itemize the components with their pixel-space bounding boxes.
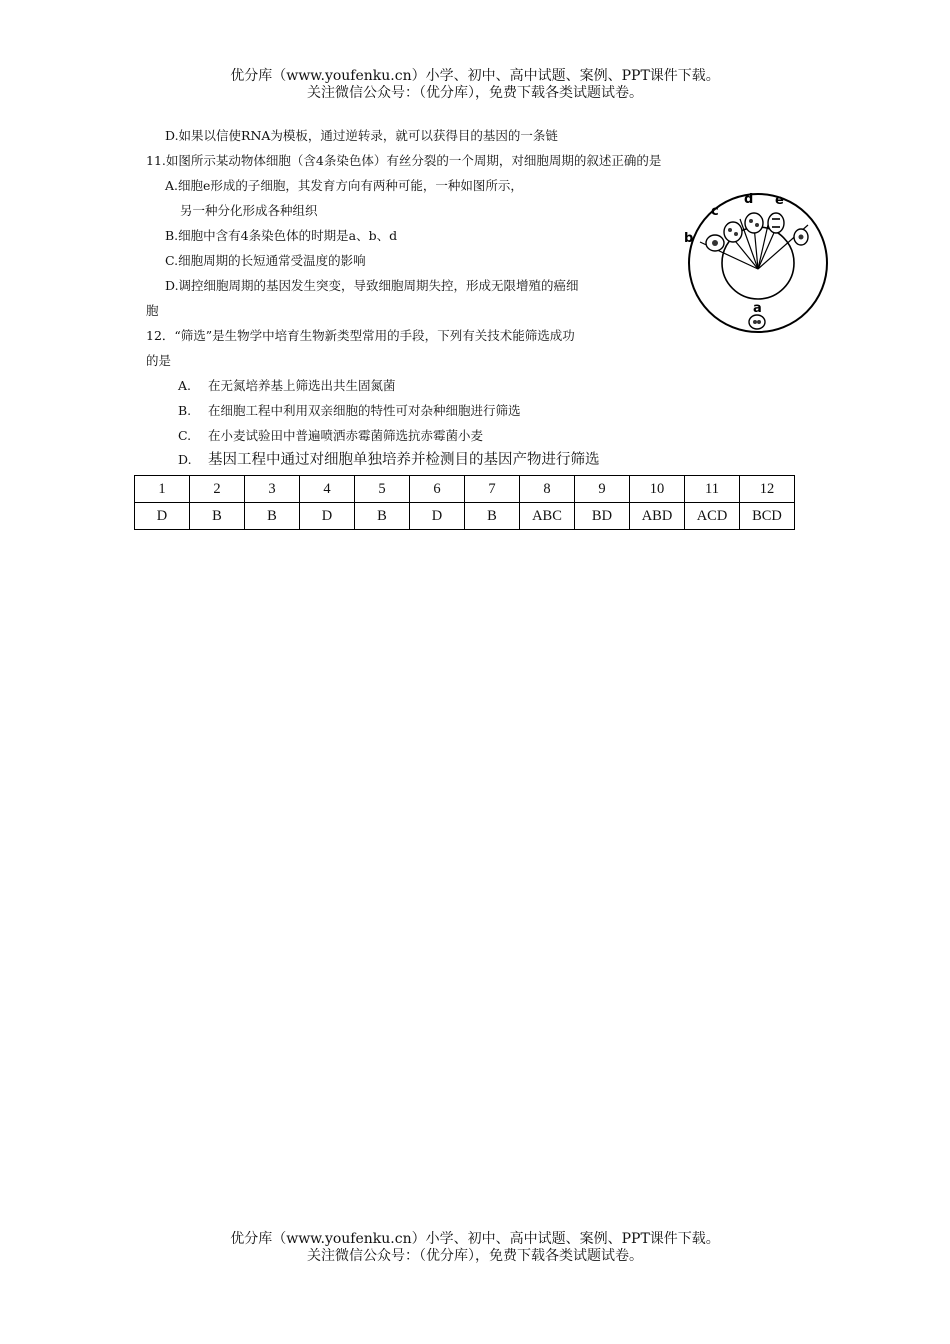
q11-option-a-line1: A.细胞e形成的子细胞，其发育方向有两种可能，一种如图所示， bbox=[165, 178, 523, 193]
label-d: d bbox=[744, 192, 754, 207]
q12-option-d bbox=[178, 452, 600, 468]
answer-number: 1 bbox=[135, 476, 190, 503]
q12-stem-line2: 的是 bbox=[146, 353, 172, 368]
answer-value: ABC bbox=[520, 503, 575, 530]
answer-number: 7 bbox=[465, 476, 520, 503]
answer-number: 6 bbox=[410, 476, 465, 503]
answer-table bbox=[134, 475, 795, 530]
q11-stem: 11.如图所示某动物体细胞（含4条染色体）有丝分裂的一个周期，对细胞周期的叙述正确的是 bbox=[146, 153, 662, 168]
q11-option-d-line1: D.调控细胞周期的基因发生突变，导致细胞周期失控，形成无限增殖的癌细 bbox=[165, 278, 579, 293]
q12-option-a-label: A. bbox=[178, 378, 192, 393]
answer-number: 9 bbox=[575, 476, 630, 503]
footer-line-2: 关注微信公众号：（优分库），免费下载各类试题试卷。 bbox=[307, 1248, 643, 1264]
header-line-1: 优分库（www.youfenku.cn）小学、初中、高中试题、案例、PPT课件下载。 bbox=[230, 68, 720, 84]
answer-number: 10 bbox=[630, 476, 685, 503]
label-b: b bbox=[684, 231, 694, 246]
q11-option-b: B.细胞中含有4条染色体的时期是a、b、d bbox=[165, 228, 398, 243]
q10-option-d: D.如果以信使RNA为模板，通过逆转录，就可以获得目的基因的一条链 bbox=[165, 128, 558, 143]
q12-option-b bbox=[178, 403, 521, 419]
answer-value: B bbox=[355, 503, 410, 530]
answer-number: 8 bbox=[520, 476, 575, 503]
answer-number: 2 bbox=[190, 476, 245, 503]
answer-value: ACD bbox=[685, 503, 740, 530]
answer-value: ABD bbox=[630, 503, 685, 530]
q12-option-c-text: 在小麦试验田中普遍喷洒赤霉菌筛选抗赤霉菌小麦 bbox=[208, 428, 484, 443]
q12-option-b-label: B. bbox=[178, 403, 192, 418]
cell-e1 bbox=[768, 213, 784, 233]
cell-cycle-figure bbox=[680, 185, 835, 335]
q12-option-a-text: 在无氮培养基上筛选出共生固氮菌 bbox=[208, 378, 396, 393]
answer-value-row bbox=[135, 503, 795, 530]
answer-number: 12 bbox=[740, 476, 795, 503]
answer-value: BD bbox=[575, 503, 630, 530]
q12-option-c-label: C. bbox=[178, 428, 192, 443]
cell-d bbox=[745, 213, 763, 233]
answer-value: B bbox=[190, 503, 245, 530]
answer-number: 4 bbox=[300, 476, 355, 503]
answer-number: 11 bbox=[685, 476, 740, 503]
answer-value: D bbox=[135, 503, 190, 530]
q11-option-d-line2: 胞 bbox=[146, 303, 159, 318]
q11-option-a-line2: 另一种分化形成各种组织 bbox=[180, 203, 318, 218]
q12-option-d-label: D. bbox=[178, 452, 192, 467]
answer-value: B bbox=[245, 503, 300, 530]
answer-number: 5 bbox=[355, 476, 410, 503]
cell-c bbox=[724, 222, 742, 242]
answer-number-row bbox=[135, 476, 795, 503]
answer-number: 3 bbox=[245, 476, 300, 503]
q12-stem-line1: 12．“筛选”是生物学中培育生物新类型常用的手段，下列有关技术能筛选成功 bbox=[146, 328, 575, 343]
label-c: c bbox=[711, 204, 719, 219]
label-a: a bbox=[753, 301, 762, 316]
footer-line-1: 优分库（www.youfenku.cn）小学、初中、高中试题、案例、PPT课件下载。 bbox=[230, 1231, 720, 1247]
q12-option-b-text: 在细胞工程中利用双亲细胞的特性可对杂种细胞进行筛选 bbox=[208, 403, 521, 418]
answer-value: D bbox=[410, 503, 465, 530]
label-e: e bbox=[775, 193, 784, 208]
page-header bbox=[0, 68, 950, 102]
q11-option-c: C.细胞周期的长短通常受温度的影响 bbox=[165, 253, 366, 268]
answer-value: B bbox=[465, 503, 520, 530]
answer-value: BCD bbox=[740, 503, 795, 530]
q12-option-a bbox=[178, 378, 396, 394]
answer-value: D bbox=[300, 503, 355, 530]
q12-option-c bbox=[178, 428, 483, 444]
q12-option-d-text: 基因工程中通过对细胞单独培养并检测目的基因产物进行筛选 bbox=[208, 452, 600, 468]
page-footer bbox=[0, 1231, 950, 1265]
header-line-2: 关注微信公众号：（优分库），免费下载各类试题试卷。 bbox=[307, 85, 643, 101]
